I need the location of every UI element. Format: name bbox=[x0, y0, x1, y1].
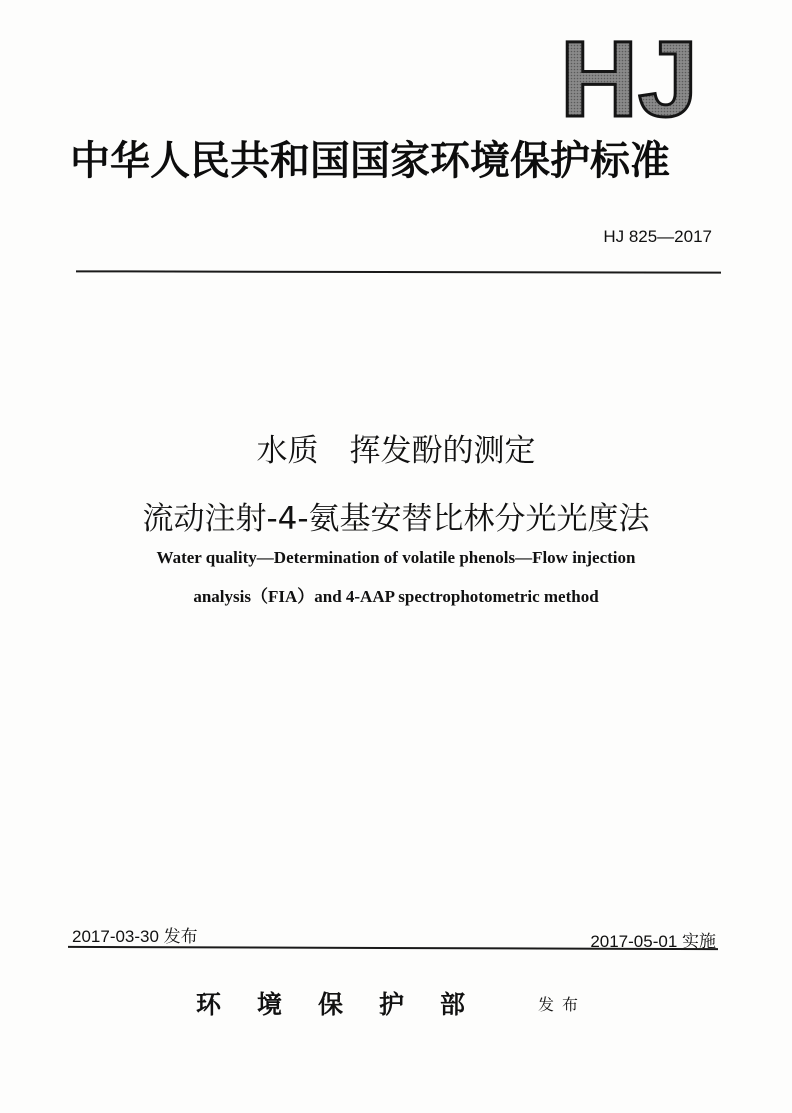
organization-title: 中华人民共和国国家环境保护标准 bbox=[70, 137, 670, 184]
publisher-name: 环境保护部 bbox=[196, 990, 502, 1019]
header-divider bbox=[76, 270, 721, 273]
issue-date: 2017-03-30 发布 bbox=[72, 927, 198, 946]
title-en-line1: Water quality—Determination of volatile phenols—Flow injection bbox=[156, 548, 636, 567]
standard-code: HJ 825—2017 bbox=[603, 227, 712, 246]
publish-label: 发布 bbox=[538, 995, 587, 1014]
title-cn-line2: 流动注射-4-氨基安替比林分光光度法 bbox=[142, 501, 650, 537]
implementation-date: 2017-05-01 实施 bbox=[590, 932, 716, 951]
title-en-line2: analysis（FIA）and 4-AAP spectrophotometric method bbox=[193, 587, 599, 606]
hj-logo bbox=[540, 32, 718, 124]
hj-logo-text: HJ bbox=[559, 32, 699, 124]
title-cn-line1: 水质 挥发酚的测定 bbox=[256, 433, 536, 469]
